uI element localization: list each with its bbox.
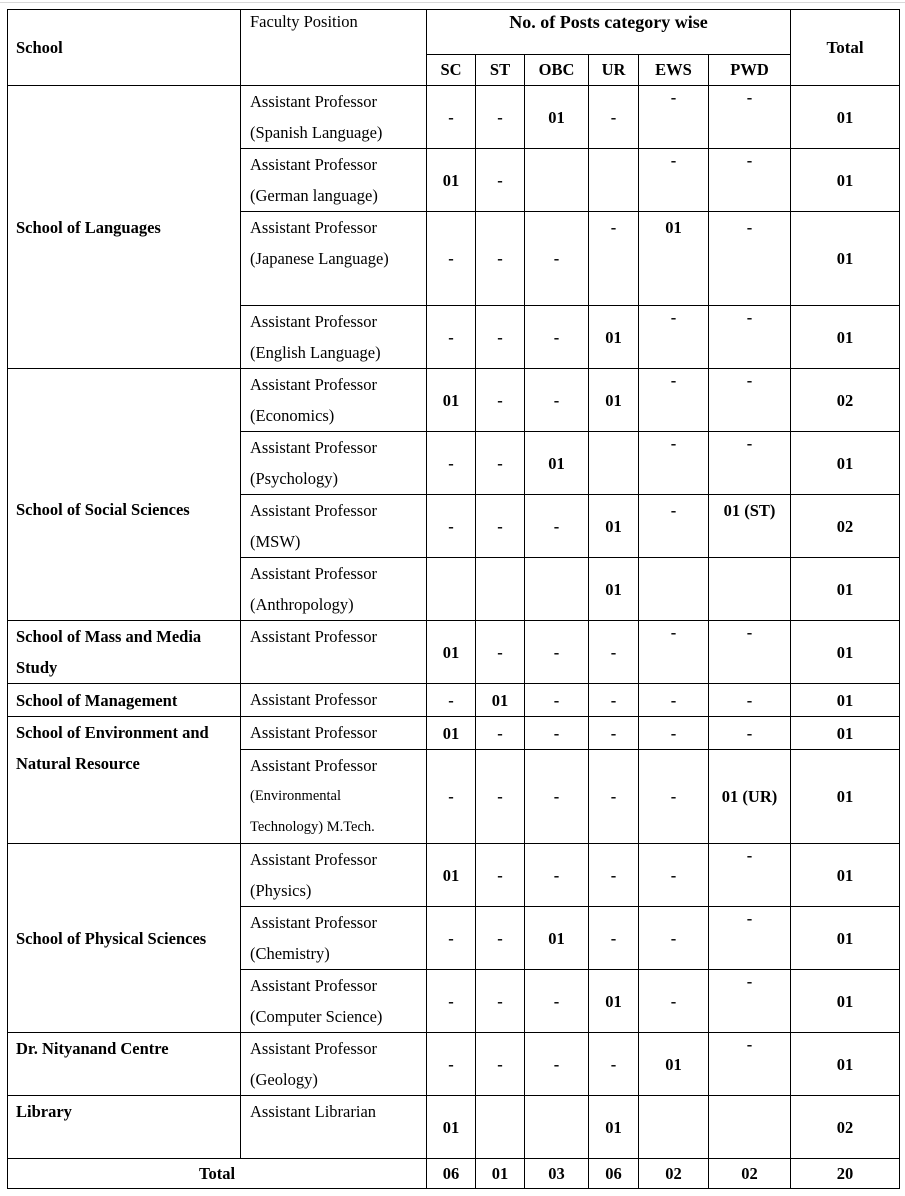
- ur-cell: -: [589, 1033, 639, 1096]
- sc-cell: 01: [427, 621, 476, 684]
- ur-cell: 01: [589, 495, 639, 558]
- pwd-cell: 01 (UR): [709, 750, 791, 844]
- table-row: [8, 86, 900, 149]
- total-cell: 01: [791, 149, 900, 212]
- total-cell: 01: [791, 907, 900, 970]
- ews-cell: -: [639, 495, 709, 558]
- total-cell: 01: [791, 684, 900, 717]
- obc-cell: -: [525, 750, 589, 844]
- totals-row: [8, 1159, 900, 1189]
- total-ur: 06: [589, 1159, 639, 1189]
- position-cell: Assistant Professor (Japanese Language): [241, 212, 427, 306]
- position-cell: Assistant Professor (Chemistry): [241, 907, 427, 970]
- ews-cell: -: [639, 621, 709, 684]
- position-cell: Assistant Professor (Physics): [241, 844, 427, 907]
- st-cell: -: [476, 149, 525, 212]
- pwd-cell: [709, 1096, 791, 1159]
- total-cell: 01: [791, 750, 900, 844]
- total-cell: 01: [791, 844, 900, 907]
- table-row: [8, 1096, 900, 1159]
- ews-cell: [639, 1096, 709, 1159]
- total-st: 01: [476, 1159, 525, 1189]
- sc-cell: -: [427, 970, 476, 1033]
- school-mass-media: School of Mass and Media Study: [8, 621, 241, 684]
- total-cell: 01: [791, 621, 900, 684]
- sc-cell: -: [427, 306, 476, 369]
- table-row: [8, 684, 900, 717]
- school-languages: School of Languages: [8, 86, 241, 369]
- table-row: [8, 844, 900, 907]
- ews-cell: -: [639, 717, 709, 750]
- grand-total: 20: [791, 1159, 900, 1189]
- sc-cell: -: [427, 86, 476, 149]
- position-cell: Assistant Professor (Computer Science): [241, 970, 427, 1033]
- total-cell: 02: [791, 495, 900, 558]
- position-cell: Assistant Professor (Psychology): [241, 432, 427, 495]
- pwd-cell: -: [709, 970, 791, 1033]
- position-cell: Assistant Professor (German language): [241, 149, 427, 212]
- pwd-cell: -: [709, 306, 791, 369]
- total-cell: 01: [791, 717, 900, 750]
- pwd-cell: [709, 558, 791, 621]
- pwd-cell: -: [709, 1033, 791, 1096]
- sc-cell: -: [427, 1033, 476, 1096]
- sc-cell: -: [427, 750, 476, 844]
- totals-label: Total: [8, 1159, 427, 1189]
- total-obc: 03: [525, 1159, 589, 1189]
- ews-cell: 01: [639, 1033, 709, 1096]
- sc-cell: 01: [427, 844, 476, 907]
- header-sc: SC: [427, 55, 476, 86]
- table-row: [8, 369, 900, 432]
- obc-cell: -: [525, 1033, 589, 1096]
- school-nityanand-centre: Dr. Nityanand Centre: [8, 1033, 241, 1096]
- page-top-border: [0, 2, 905, 3]
- total-pwd: 02: [709, 1159, 791, 1189]
- pwd-cell: -: [709, 717, 791, 750]
- total-cell: 01: [791, 86, 900, 149]
- ur-cell: -: [589, 212, 639, 306]
- pwd-cell: -: [709, 684, 791, 717]
- position-cell: Assistant Professor: [241, 717, 427, 750]
- school-management: School of Management: [8, 684, 241, 717]
- header-ews: EWS: [639, 55, 709, 86]
- table-row: [8, 1033, 900, 1096]
- ur-cell: -: [589, 86, 639, 149]
- ews-cell: -: [639, 844, 709, 907]
- pwd-cell: -: [709, 432, 791, 495]
- school-social-sciences: School of Social Sciences: [8, 369, 241, 621]
- sc-cell: 01: [427, 369, 476, 432]
- obc-cell: -: [525, 306, 589, 369]
- header-total: Total: [791, 10, 900, 86]
- st-cell: -: [476, 369, 525, 432]
- ur-cell: 01: [589, 306, 639, 369]
- sc-cell: 01: [427, 717, 476, 750]
- ews-cell: -: [639, 306, 709, 369]
- st-cell: [476, 558, 525, 621]
- st-cell: -: [476, 970, 525, 1033]
- obc-cell: -: [525, 212, 589, 306]
- st-cell: -: [476, 907, 525, 970]
- st-cell: -: [476, 844, 525, 907]
- total-cell: 01: [791, 432, 900, 495]
- ur-cell: [589, 432, 639, 495]
- position-cell: Assistant Professor (English Language): [241, 306, 427, 369]
- ur-cell: [589, 149, 639, 212]
- position-cell: Assistant Professor (Anthropology): [241, 558, 427, 621]
- obc-cell: [525, 1096, 589, 1159]
- st-cell: -: [476, 717, 525, 750]
- ews-cell: -: [639, 432, 709, 495]
- school-library: Library: [8, 1096, 241, 1159]
- ur-cell: -: [589, 621, 639, 684]
- sc-cell: -: [427, 432, 476, 495]
- ews-cell: -: [639, 149, 709, 212]
- st-cell: 01: [476, 684, 525, 717]
- ews-cell: -: [639, 907, 709, 970]
- st-cell: -: [476, 621, 525, 684]
- obc-cell: -: [525, 621, 589, 684]
- obc-cell: -: [525, 844, 589, 907]
- sc-cell: -: [427, 212, 476, 306]
- ews-cell: -: [639, 369, 709, 432]
- st-cell: [476, 1096, 525, 1159]
- position-cell: Assistant Librarian: [241, 1096, 427, 1159]
- position-cell: Assistant Professor (MSW): [241, 495, 427, 558]
- total-cell: 01: [791, 558, 900, 621]
- position-cell: Assistant Professor (Spanish Language): [241, 86, 427, 149]
- header-school: School: [8, 10, 241, 86]
- total-cell: 01: [791, 1033, 900, 1096]
- ur-cell: -: [589, 844, 639, 907]
- obc-cell: 01: [525, 432, 589, 495]
- obc-cell: -: [525, 970, 589, 1033]
- st-cell: -: [476, 495, 525, 558]
- obc-cell: [525, 558, 589, 621]
- position-cell: Assistant Professor (Economics): [241, 369, 427, 432]
- faculty-posts-table: [7, 9, 900, 1189]
- sc-cell: -: [427, 907, 476, 970]
- st-cell: -: [476, 1033, 525, 1096]
- pwd-cell: -: [709, 86, 791, 149]
- obc-cell: 01: [525, 86, 589, 149]
- obc-cell: 01: [525, 907, 589, 970]
- header-st: ST: [476, 55, 525, 86]
- table-row: [8, 621, 900, 684]
- ur-cell: -: [589, 684, 639, 717]
- position-cell: Assistant Professor (Geology): [241, 1033, 427, 1096]
- st-cell: -: [476, 86, 525, 149]
- pwd-cell: -: [709, 369, 791, 432]
- ur-cell: -: [589, 717, 639, 750]
- ur-cell: 01: [589, 970, 639, 1033]
- header-posts-category-wise: No. of Posts category wise: [427, 10, 791, 55]
- total-cell: 02: [791, 1096, 900, 1159]
- total-cell: 01: [791, 306, 900, 369]
- school-environment: School of Environment and Natural Resource: [8, 717, 241, 844]
- st-cell: -: [476, 306, 525, 369]
- header-pwd: PWD: [709, 55, 791, 86]
- st-cell: -: [476, 212, 525, 306]
- header-ur: UR: [589, 55, 639, 86]
- ews-cell: -: [639, 970, 709, 1033]
- pwd-cell: 01 (ST): [709, 495, 791, 558]
- total-ews: 02: [639, 1159, 709, 1189]
- obc-cell: -: [525, 369, 589, 432]
- pwd-cell: -: [709, 621, 791, 684]
- header-obc: OBC: [525, 55, 589, 86]
- ur-cell: 01: [589, 558, 639, 621]
- sc-cell: -: [427, 684, 476, 717]
- position-cell: Assistant Professor (Environmental Technology) M.Tech.: [241, 750, 427, 844]
- obc-cell: -: [525, 495, 589, 558]
- ur-cell: 01: [589, 1096, 639, 1159]
- ews-cell: 01: [639, 212, 709, 306]
- ews-cell: -: [639, 86, 709, 149]
- school-physical-sciences: School of Physical Sciences: [8, 844, 241, 1033]
- obc-cell: [525, 149, 589, 212]
- st-cell: -: [476, 432, 525, 495]
- obc-cell: -: [525, 684, 589, 717]
- table-row: [8, 717, 900, 750]
- ews-cell: [639, 558, 709, 621]
- total-cell: 01: [791, 212, 900, 306]
- total-cell: 02: [791, 369, 900, 432]
- total-sc: 06: [427, 1159, 476, 1189]
- st-cell: -: [476, 750, 525, 844]
- pwd-cell: -: [709, 212, 791, 306]
- ews-cell: -: [639, 750, 709, 844]
- pwd-cell: -: [709, 907, 791, 970]
- sc-cell: [427, 558, 476, 621]
- obc-cell: -: [525, 717, 589, 750]
- sc-cell: 01: [427, 149, 476, 212]
- sc-cell: -: [427, 495, 476, 558]
- ur-cell: 01: [589, 369, 639, 432]
- pwd-cell: -: [709, 844, 791, 907]
- ur-cell: -: [589, 750, 639, 844]
- total-cell: 01: [791, 970, 900, 1033]
- ur-cell: -: [589, 907, 639, 970]
- header-faculty-position: Faculty Position: [241, 10, 427, 86]
- sc-cell: 01: [427, 1096, 476, 1159]
- position-cell: Assistant Professor: [241, 684, 427, 717]
- ews-cell: -: [639, 684, 709, 717]
- position-cell: Assistant Professor: [241, 621, 427, 684]
- pwd-cell: -: [709, 149, 791, 212]
